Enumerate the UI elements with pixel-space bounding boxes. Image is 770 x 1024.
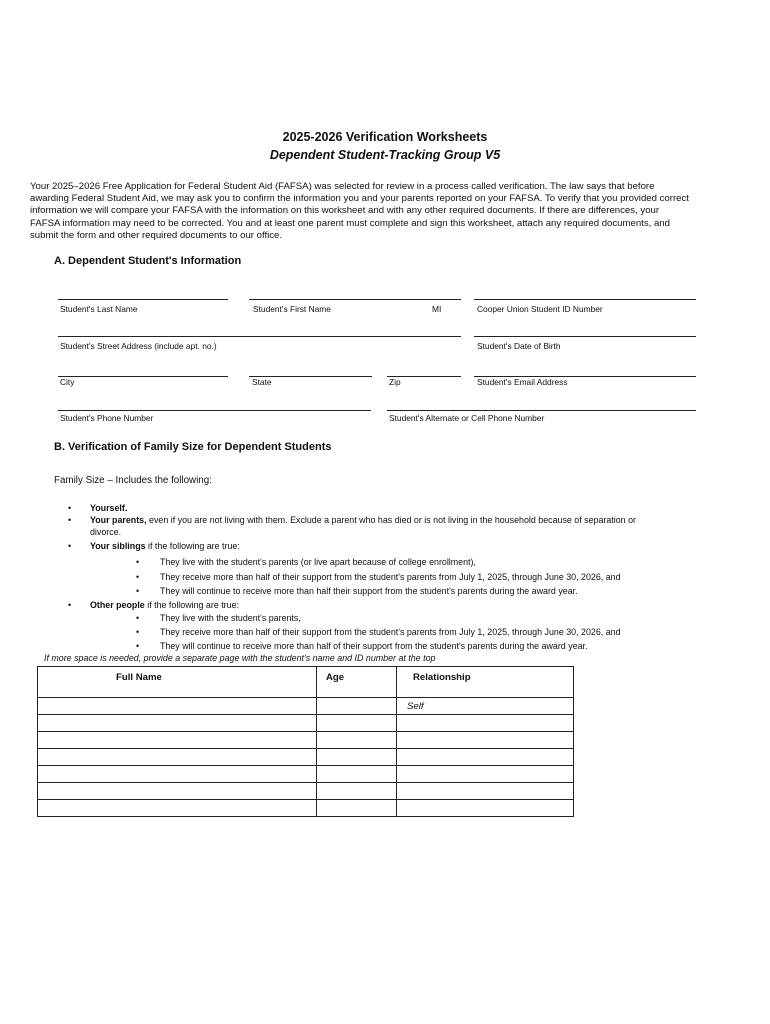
col-age: Age bbox=[317, 667, 397, 698]
table-row bbox=[38, 749, 574, 766]
table-row bbox=[38, 698, 574, 715]
relationship-cell[interactable] bbox=[397, 783, 574, 800]
relationship-cell[interactable]: Self bbox=[397, 698, 574, 715]
others-item: They receive more than half of their support from the student's parents from July 1, 2025, through June 30, 2026, and bbox=[160, 627, 621, 637]
intro-paragraph: Your 2025–2026 Free Application for Federal Student Aid (FAFSA) was selected for review in a process called verification. The law says that before awarding Federal Student Aid, we may ask you to confirm the information you and your parents reported on your FAFSA. To verify that you provided correct information we will compare your FAFSA with the information on this worksheet and with any other required documents. If there are differences, your FAFSA information may need to be corrected. You and at least one parent must complete and sign this worksheet, attach any required documents, and submit the form and other required documents to our office. bbox=[30, 181, 689, 241]
sub-bullet: • bbox=[136, 586, 140, 596]
last-name-label: Student's Last Name bbox=[60, 304, 138, 314]
table-row bbox=[38, 766, 574, 783]
sub-bullet: • bbox=[136, 557, 140, 567]
table-row bbox=[38, 732, 574, 749]
bullet-others bbox=[90, 599, 239, 611]
phone-label: Student's Phone Number bbox=[60, 413, 154, 423]
family-size-intro: Family Size – Includes the following: bbox=[54, 475, 212, 486]
yourself-text: Yourself. bbox=[90, 503, 128, 513]
alt-phone-label: Student's Alternate or Cell Phone Number bbox=[389, 413, 545, 423]
phone-field[interactable] bbox=[58, 410, 371, 411]
name-cell[interactable] bbox=[38, 732, 317, 749]
siblings-item: They receive more than half of their support from the student's parents from July 1, 2025, through June 30, 2026, and bbox=[160, 572, 621, 582]
name-cell[interactable] bbox=[38, 749, 317, 766]
table-row bbox=[38, 715, 574, 732]
table-row bbox=[38, 800, 574, 817]
bullet: • bbox=[68, 600, 72, 610]
name-cell[interactable] bbox=[38, 715, 317, 732]
space-note: If more space is needed, provide a separate page with the student's name and ID number at the top bbox=[44, 653, 436, 663]
student-id-label: Cooper Union Student ID Number bbox=[477, 304, 603, 314]
relationship-cell[interactable] bbox=[397, 766, 574, 783]
bullet: • bbox=[68, 503, 72, 513]
first-name-field[interactable] bbox=[249, 299, 461, 300]
others-text: if the following are true: bbox=[144, 600, 239, 610]
others-item: They live with the student's parents, bbox=[160, 613, 301, 623]
address-label: Student's Street Address (include apt. no.) bbox=[60, 341, 217, 351]
siblings-item: They live with the student's parents (or live apart because of college enrollment), bbox=[160, 557, 476, 567]
age-cell[interactable] bbox=[317, 749, 397, 766]
bullet-parents bbox=[90, 514, 690, 526]
relationship-cell[interactable] bbox=[397, 749, 574, 766]
table-row bbox=[38, 783, 574, 800]
table-header-row bbox=[38, 667, 574, 698]
name-cell[interactable] bbox=[38, 698, 317, 715]
dob-field[interactable] bbox=[474, 336, 696, 337]
sub-bullet: • bbox=[136, 572, 140, 582]
dob-label: Student's Date of Birth bbox=[477, 341, 561, 351]
relationship-cell[interactable] bbox=[397, 732, 574, 749]
section-a-heading: A. Dependent Student's Information bbox=[54, 255, 242, 267]
bullet: • bbox=[68, 515, 72, 525]
siblings-text: if the following are true: bbox=[145, 541, 240, 551]
sub-bullet: • bbox=[136, 613, 140, 623]
mi-label: MI bbox=[432, 304, 442, 314]
col-full-name: Full Name bbox=[38, 667, 317, 698]
bullet-yourself bbox=[90, 502, 127, 514]
age-cell[interactable] bbox=[317, 766, 397, 783]
parents-text: even if you are not living with them. Exclude a parent who has died or is not living in the household because of separation or bbox=[146, 515, 636, 525]
age-cell[interactable] bbox=[317, 800, 397, 817]
email-label: Student's Email Address bbox=[477, 377, 568, 387]
age-cell[interactable] bbox=[317, 715, 397, 732]
bullet-siblings bbox=[90, 540, 240, 552]
first-name-label: Student's First Name bbox=[253, 304, 331, 314]
name-cell[interactable] bbox=[38, 800, 317, 817]
age-cell[interactable] bbox=[317, 732, 397, 749]
age-cell[interactable] bbox=[317, 698, 397, 715]
relationship-cell[interactable] bbox=[397, 715, 574, 732]
siblings-item: They will continue to receive more than half their support from the student's parents during the award year. bbox=[160, 586, 578, 596]
family-table bbox=[37, 666, 574, 817]
state-label: State bbox=[252, 377, 272, 387]
last-name-field[interactable] bbox=[58, 299, 228, 300]
page-subtitle: Dependent Student-Tracking Group V5 bbox=[269, 148, 501, 162]
others-bold: Other people bbox=[90, 600, 145, 610]
others-item: They will continue to receive more than half of their support from the student's parents during the award year. bbox=[160, 641, 588, 651]
zip-label: Zip bbox=[389, 377, 401, 387]
city-field[interactable] bbox=[58, 376, 228, 377]
section-b-heading: B. Verification of Family Size for Dependent Students bbox=[54, 441, 332, 453]
age-cell[interactable] bbox=[317, 783, 397, 800]
page-title: 2025-2026 Verification Worksheets bbox=[282, 130, 488, 144]
parents-bold: Your parents, bbox=[90, 515, 147, 525]
siblings-bold: Your siblings bbox=[90, 541, 146, 551]
name-cell[interactable] bbox=[38, 766, 317, 783]
bullet: • bbox=[68, 541, 72, 551]
alt-phone-field[interactable] bbox=[387, 410, 696, 411]
student-id-field[interactable] bbox=[474, 299, 696, 300]
sub-bullet: • bbox=[136, 627, 140, 637]
parents-text-continued: divorce. bbox=[90, 527, 122, 537]
relationship-cell[interactable] bbox=[397, 800, 574, 817]
city-label: City bbox=[60, 377, 75, 387]
col-relationship: Relationship bbox=[397, 667, 574, 698]
sub-bullet: • bbox=[136, 641, 140, 651]
address-field[interactable] bbox=[58, 336, 461, 337]
name-cell[interactable] bbox=[38, 783, 317, 800]
